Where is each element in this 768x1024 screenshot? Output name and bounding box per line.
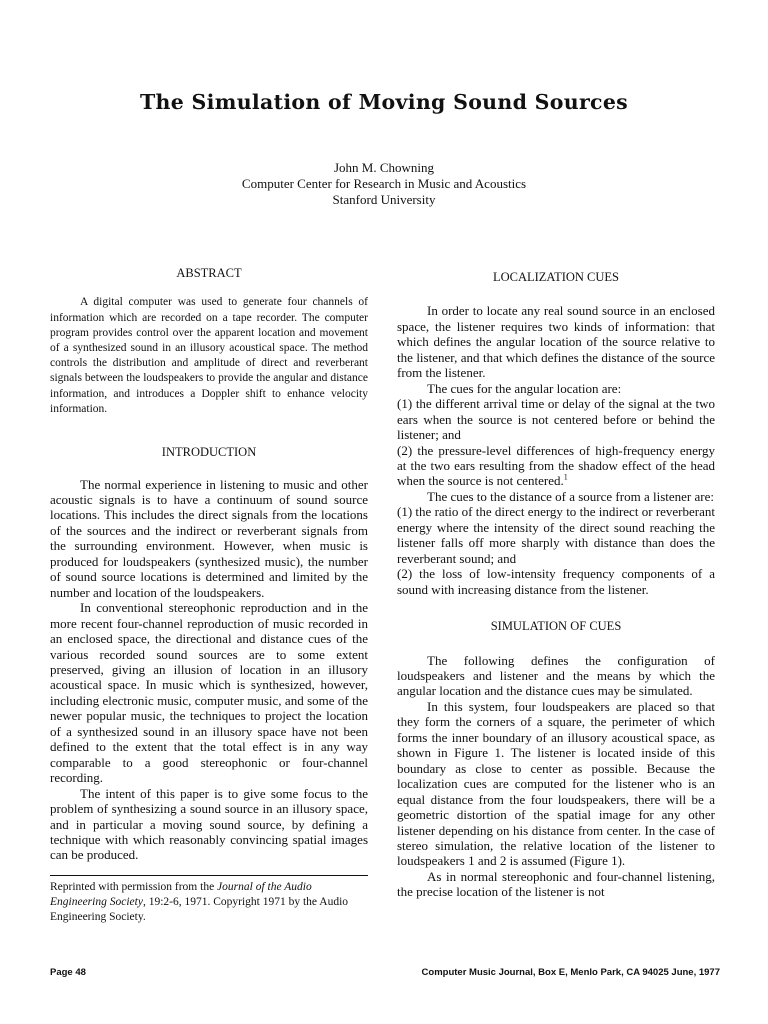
footnote-prefix: Reprinted with permission from the <box>50 880 218 893</box>
angular-cue-2-text: (2) the pressure-level differences of high-frequency energy at the two ears resulting from the shadow effect of the head when the source is not centered. <box>397 442 715 489</box>
journal-footer: Computer Music Journal, Box E, Menlo Park, CA 94025 June, 1977 <box>421 967 720 978</box>
abstract-heading: ABSTRACT <box>176 266 242 280</box>
simulation-heading: SIMULATION OF CUES <box>490 619 622 634</box>
intro-paragraph-1: The normal experience in listening to music and other acoustic signals is to have a continuum of sound source locations. This includes the direct signals from the locations of the sources and the indirect or reverberant signals from the surrounding environment. However, when music is produced for loudspeakers (synthesized music), the number of sound source locations is determined and limited by the number and location of the loudspeakers. <box>50 476 368 600</box>
simulation-paragraph-1: The following defines the configuration of loudspeakers and listener and the means by which the angular location and the distance cues may be simulated. <box>397 652 715 699</box>
left-column <box>50 266 368 925</box>
angular-cue-2 <box>397 443 715 489</box>
introduction-heading: INTRODUCTION <box>161 445 257 460</box>
intro-paragraph-3: The intent of this paper is to give some focus to the problem of synthesizing a sound source in an illusory space, and in particular a moving sound source, by defining a technique with which reasonably convincing spatial images can be produced. <box>50 785 368 863</box>
footnote-suffix: , 19:2-6, 1971. Copyright 1971 by the Audio Engineering Society. <box>50 895 349 923</box>
author-affiliation: Computer Center for Research in Music and Acoustics <box>241 176 527 191</box>
page-number: Page 48 <box>50 967 86 978</box>
angular-cues-lead: The cues for the angular location are: <box>427 380 622 396</box>
footnote-mark: 1 <box>563 473 568 483</box>
simulation-paragraph-3: As in normal stereophonic and four-channel listening, the precise location of the listener is not <box>397 868 715 900</box>
right-column <box>397 270 715 900</box>
distance-cues-lead: The cues to the distance of a source from a listener are: <box>427 488 714 504</box>
author-block <box>0 160 768 208</box>
simulation-paragraph-2: In this system, four loudspeakers are placed so that they form the corners of a square, the perimeter of which forms the inner boundary of an illusory acoustical space, as shown in Figure 1. The listener is located inside of this boundary as close to center as possible. Because the localization cues are computed for the listener who is an equal distance from the four loudspeakers, there will be a geometric distortion of the spatial image for any other listener depending on his distance from center. In the case of stereo simulation, the relative location of the listener to loudspeakers 1 and 2 is assumed (Figure 1). <box>397 698 715 869</box>
author-name: John M. Chowning <box>333 160 435 175</box>
reprint-footnote <box>50 880 368 925</box>
abstract-text: A digital computer was used to generate four channels of information which are recorded on a tape recorder. The computer program provides control over the apparent location and movement of a synthesized sound in an illusory acoustical space. The method controls the distribution and amplitude of direct and reverberant signals between the loudspeakers to provide the angular and distance information, and introduces a Doppler shift to enhance velocity information. <box>50 296 368 415</box>
paper-title: The Simulation of Moving Sound Sources <box>139 90 629 114</box>
distance-cue-1: (1) the ratio of the direct energy to the indirect or reverberant energy where the intensity of the direct sound reaching the listener falls off more sharply with distance than does the reverberant sound; and <box>397 504 715 566</box>
localization-intro: In order to locate any real sound source in an enclosed space, the listener requires two kinds of information: that which defines the angular location of the source relative to the listener, and that which defines the distance of the source from the listener. <box>397 303 715 381</box>
author-institution: Stanford University <box>332 192 436 207</box>
intro-paragraph-2: In conventional stereophonic reproduction and in the more recent four-channel reproduction of music recorded in an enclosed space, the directional and distance cues of the various recorded sound sources are to some extent preserved, giving an illusion of location in an illusory acoustical space. In music which is synthesized, however, including electronic music, computer music, and some of the newer popular music, the techniques to project the location of a synthesized sound in an illusory space have not been defined to the extent that the total effect is in any way comparable to a good stereophonic or four-channel recording. <box>50 600 368 786</box>
footnote-journal: Journal of the Audio Engineering Society <box>50 880 312 908</box>
localization-heading: LOCALIZATION CUES <box>492 270 620 284</box>
distance-cue-2: (2) the loss of low-intensity frequency components of a sound with increasing distance from the listener. <box>397 566 715 597</box>
angular-cue-1: (1) the different arrival time or delay of the signal at the two ears when the source is not centered before or behind the listener; and <box>397 396 715 443</box>
